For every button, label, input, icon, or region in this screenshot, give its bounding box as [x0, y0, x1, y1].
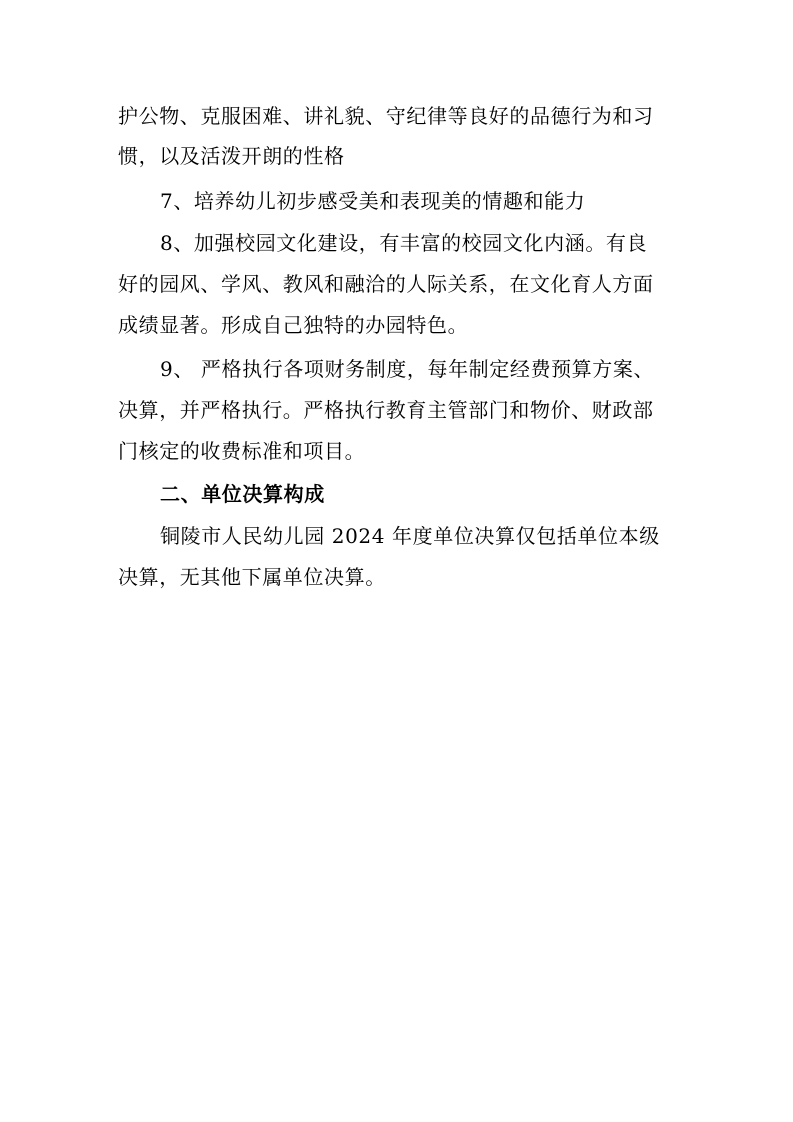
item-8-line-3: 成绩显著。形成自己独特的办园特色。 [118, 313, 469, 337]
item-9-line-1: 9、 严格执行各项财务制度，每年制定经费预算方案、 [160, 357, 655, 381]
section-heading: 二、单位决算构成 [160, 482, 325, 506]
item-9-line-3: 门核定的收费标准和项目。 [118, 439, 366, 463]
section-line-2: 决算，无其他下属单位决算。 [118, 565, 386, 589]
item-8-line-2: 好的园风、学风、教风和融洽的人际关系，在文化育人方面 [118, 272, 654, 296]
item-9-line-2: 决算，并严格执行。严格执行教育主管部门和物价、财政部 [118, 398, 654, 422]
body-line-2: 惯，以及活泼开朗的性格 [118, 144, 345, 168]
section-line-1: 铜陵市人民幼儿园 2024 年度单位决算仅包括单位本级 [160, 524, 660, 548]
item-8-line-1: 8、加强校园文化建设，有丰富的校园文化内涵。有良 [160, 231, 648, 255]
item-7-line: 7、培养幼儿初步感受美和表现美的情趣和能力 [160, 189, 586, 213]
body-line-1: 护公物、克服困难、讲礼貌、守纪律等良好的品德行为和习 [118, 104, 654, 128]
